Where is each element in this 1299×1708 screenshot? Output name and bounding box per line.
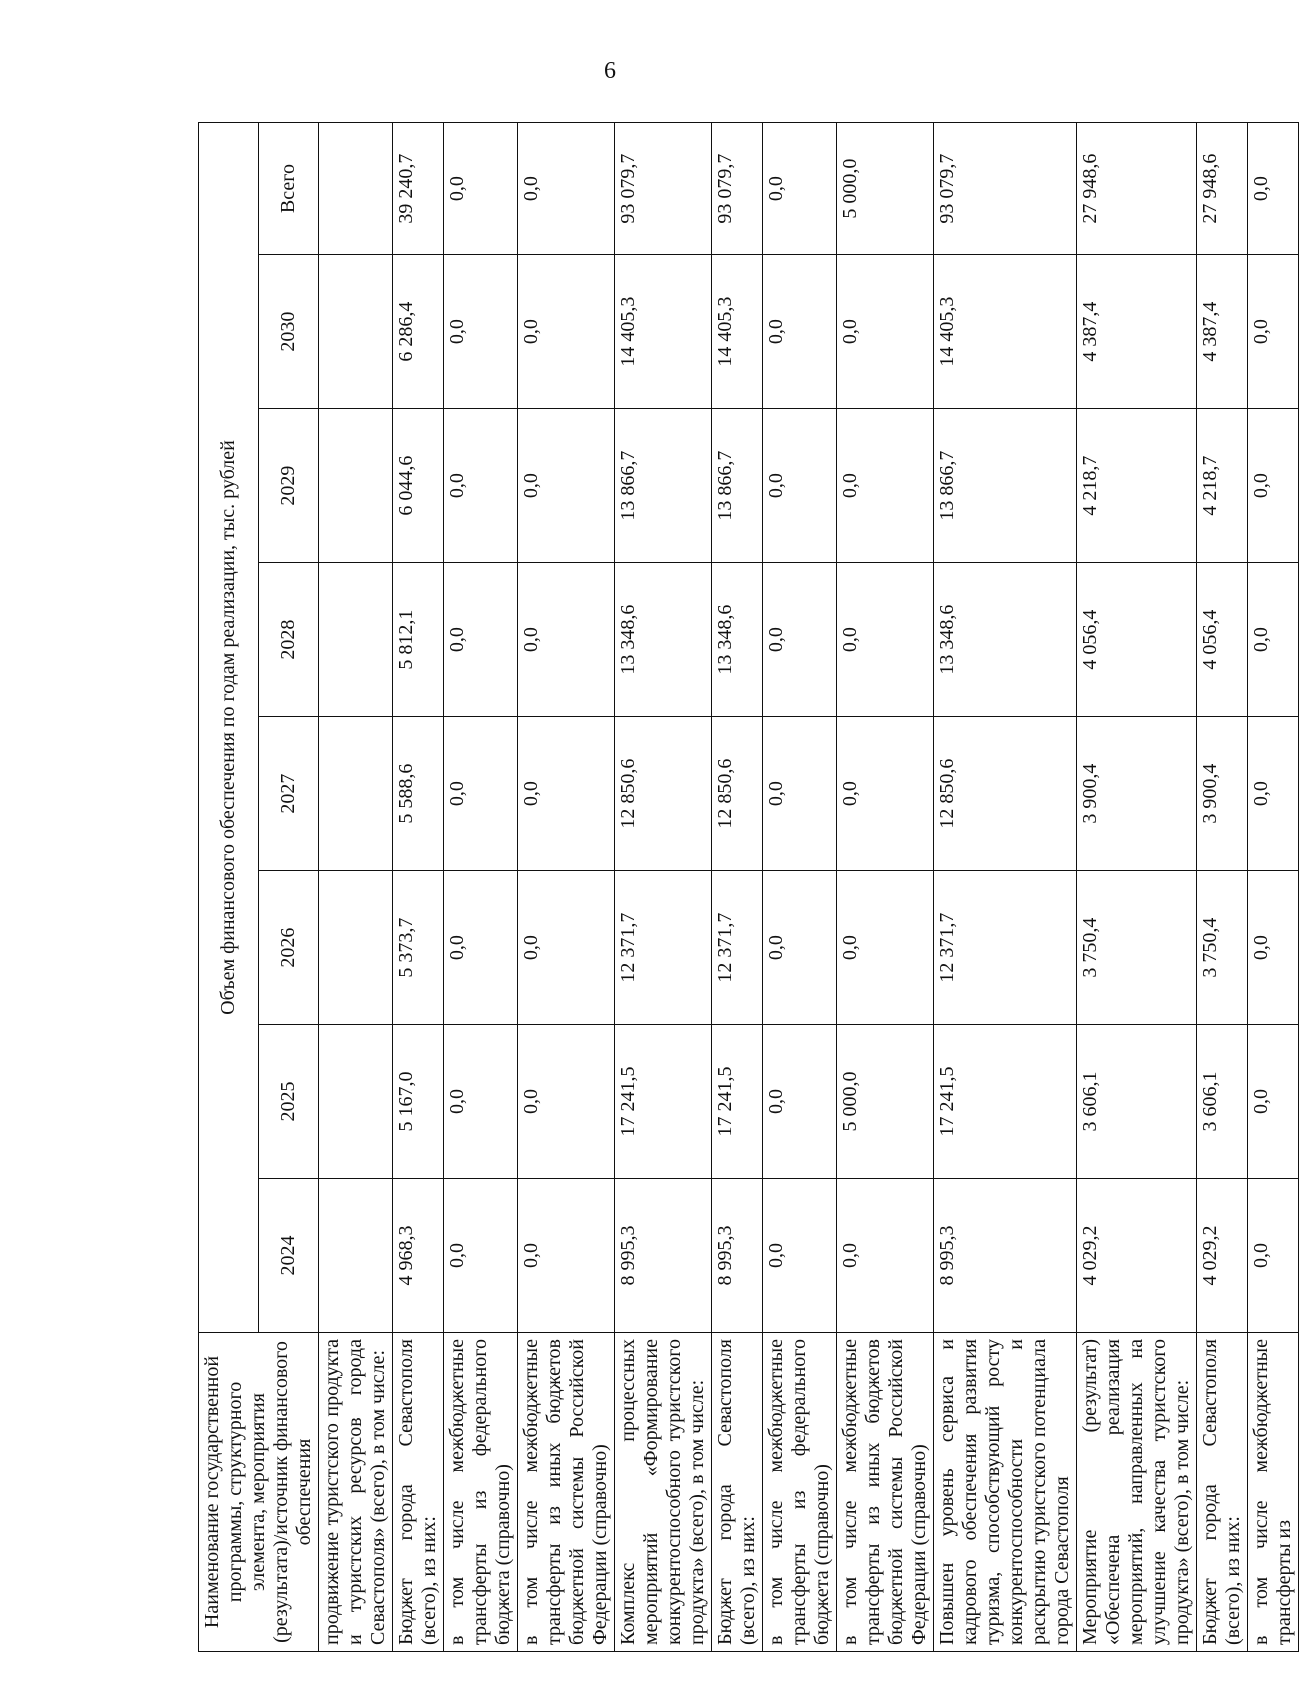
row-value: [319, 1025, 393, 1179]
row-value: [319, 871, 393, 1025]
row-value: 12 371,7: [615, 871, 712, 1025]
row-value: 0,0: [518, 255, 615, 409]
row-value: 6 044,6: [393, 409, 444, 563]
row-value: 4 387,4: [1197, 255, 1248, 409]
row-value: 0,0: [444, 871, 518, 1025]
row-value: 0,0: [1248, 1025, 1299, 1179]
table-row: [1077, 123, 1197, 1652]
row-value: 0,0: [763, 123, 837, 255]
rotated-table-wrapper: [198, 122, 1295, 1652]
header-year: 2030: [259, 255, 319, 409]
row-value: 8 995,3: [934, 1179, 1077, 1333]
row-value: 93 079,7: [615, 123, 712, 255]
row-value: 0,0: [518, 1025, 615, 1179]
row-value: 4 029,2: [1077, 1179, 1197, 1333]
row-value: 13 348,6: [712, 563, 763, 717]
row-value: 3 606,1: [1077, 1025, 1197, 1179]
row-name: в том числе межбюджетные трансферты из иных бюджетов бюджетной системы Российской Федерации (справочно): [837, 1333, 934, 1652]
table-row: [615, 123, 712, 1652]
table-row: [444, 123, 518, 1652]
row-value: 0,0: [518, 871, 615, 1025]
row-value: 0,0: [518, 1179, 615, 1333]
header-volume: Объем финансового обеспечения по годам реализации, тыс. рублей: [199, 123, 259, 1333]
table-row: [393, 123, 444, 1652]
row-value: 0,0: [444, 1025, 518, 1179]
table-row: [934, 123, 1077, 1652]
row-value: 0,0: [1248, 123, 1299, 255]
row-value: 0,0: [1248, 409, 1299, 563]
row-value: 4 029,2: [1197, 1179, 1248, 1333]
row-value: 0,0: [763, 1025, 837, 1179]
row-value: 3 900,4: [1197, 717, 1248, 871]
row-value: 0,0: [518, 123, 615, 255]
header-name: Наименование государственной программы, структурного элемента, мероприятия (результата)/источник финансового обеспечения: [199, 1333, 319, 1652]
row-value: 12 371,7: [934, 871, 1077, 1025]
table-row: [518, 123, 615, 1652]
row-value: 0,0: [444, 563, 518, 717]
row-value: 12 850,6: [934, 717, 1077, 871]
row-value: 93 079,7: [712, 123, 763, 255]
row-value: 0,0: [444, 717, 518, 871]
row-value: 0,0: [444, 409, 518, 563]
header-year: 2028: [259, 563, 319, 717]
row-value: 13 348,6: [615, 563, 712, 717]
row-value: 0,0: [763, 1179, 837, 1333]
row-value: 0,0: [1248, 563, 1299, 717]
row-value: 0,0: [837, 563, 934, 717]
financing-table: [198, 122, 1299, 1652]
row-value: [319, 123, 393, 255]
table-row: [1248, 123, 1299, 1652]
row-name: Мероприятие (результат) «Обеспечена реализация мероприятий, направленных на улучшение качества туристского продукта» (всего), в том числе:: [1077, 1333, 1197, 1652]
row-value: [319, 409, 393, 563]
row-name: в том числе межбюджетные трансферты из: [1248, 1333, 1299, 1652]
row-value: 5 812,1: [393, 563, 444, 717]
row-value: 93 079,7: [934, 123, 1077, 255]
row-value: 0,0: [444, 255, 518, 409]
row-value: 0,0: [518, 563, 615, 717]
page-number: 6: [604, 58, 616, 84]
header-year: Всего: [259, 123, 319, 255]
table-row: [837, 123, 934, 1652]
row-value: [319, 255, 393, 409]
row-value: 8 995,3: [615, 1179, 712, 1333]
row-value: 4 056,4: [1077, 563, 1197, 717]
row-value: 0,0: [1248, 255, 1299, 409]
row-value: 5 000,0: [837, 123, 934, 255]
row-value: 17 241,5: [934, 1025, 1077, 1179]
row-value: 4 218,7: [1197, 409, 1248, 563]
row-value: 13 866,7: [712, 409, 763, 563]
row-value: 17 241,5: [615, 1025, 712, 1179]
header-year: 2025: [259, 1025, 319, 1179]
row-value: 14 405,3: [615, 255, 712, 409]
row-value: 17 241,5: [712, 1025, 763, 1179]
row-value: 12 371,7: [712, 871, 763, 1025]
row-name: в том числе межбюджетные трансферты из иных бюджетов бюджетной системы Российской Федерации (справочно): [518, 1333, 615, 1652]
row-value: 3 750,4: [1197, 871, 1248, 1025]
row-value: 0,0: [444, 123, 518, 255]
row-value: 0,0: [837, 871, 934, 1025]
row-value: 27 948,6: [1077, 123, 1197, 255]
table-row: [763, 123, 837, 1652]
table-body: [319, 123, 1299, 1652]
row-name: Бюджет города Севастополя (всего), из них:: [1197, 1333, 1248, 1652]
row-value: 0,0: [837, 717, 934, 871]
row-value: 3 750,4: [1077, 871, 1197, 1025]
row-value: 13 866,7: [934, 409, 1077, 563]
row-value: 0,0: [1248, 1179, 1299, 1333]
header-year: 2026: [259, 871, 319, 1025]
table-row: [1197, 123, 1248, 1652]
row-value: 4 968,3: [393, 1179, 444, 1333]
row-value: 0,0: [1248, 871, 1299, 1025]
row-value: 0,0: [763, 255, 837, 409]
header-row-1: [199, 123, 259, 1652]
row-value: 0,0: [1248, 717, 1299, 871]
header-year: 2029: [259, 409, 319, 563]
row-name: продвижение туристского продукта и туристских ресурсов города Севастополя» (всего), в том числе:: [319, 1333, 393, 1652]
row-value: 0,0: [837, 255, 934, 409]
row-value: 0,0: [763, 717, 837, 871]
row-name: Повышен уровень сервиса и кадрового обеспечения развития туризма, способствующий росту конкурентоспособности и раскрытию туристского потенциала города Севастополя: [934, 1333, 1077, 1652]
row-value: 4 387,4: [1077, 255, 1197, 409]
row-name: Бюджет города Севастополя (всего), из них:: [712, 1333, 763, 1652]
row-value: 13 348,6: [934, 563, 1077, 717]
row-value: 4 056,4: [1197, 563, 1248, 717]
row-value: [319, 563, 393, 717]
row-name: Бюджет города Севастополя (всего), из них:: [393, 1333, 444, 1652]
row-value: 12 850,6: [615, 717, 712, 871]
row-value: 5 000,0: [837, 1025, 934, 1179]
row-value: 27 948,6: [1197, 123, 1248, 255]
row-value: 5 167,0: [393, 1025, 444, 1179]
row-value: 13 866,7: [615, 409, 712, 563]
row-value: 14 405,3: [712, 255, 763, 409]
row-value: 6 286,4: [393, 255, 444, 409]
row-value: [319, 1179, 393, 1333]
row-value: [319, 717, 393, 871]
row-value: 5 373,7: [393, 871, 444, 1025]
row-name: Комплекс процессных мероприятий «Формирование конкурентоспособного туристского продукта» (всего), в том числе:: [615, 1333, 712, 1652]
row-value: 0,0: [518, 717, 615, 871]
row-value: 3 900,4: [1077, 717, 1197, 871]
row-value: 0,0: [837, 409, 934, 563]
row-value: 0,0: [763, 409, 837, 563]
row-name: в том числе межбюджетные трансферты из федерального бюджета (справочно): [444, 1333, 518, 1652]
row-name: в том числе межбюджетные трансферты из федерального бюджета (справочно): [763, 1333, 837, 1652]
row-value: 4 218,7: [1077, 409, 1197, 563]
row-value: 0,0: [763, 563, 837, 717]
row-value: 0,0: [444, 1179, 518, 1333]
row-value: 0,0: [763, 871, 837, 1025]
row-value: 0,0: [518, 409, 615, 563]
table-row: [319, 123, 393, 1652]
row-value: 12 850,6: [712, 717, 763, 871]
table-row: [712, 123, 763, 1652]
row-value: 3 606,1: [1197, 1025, 1248, 1179]
row-value: 14 405,3: [934, 255, 1077, 409]
row-value: 0,0: [837, 1179, 934, 1333]
row-value: 5 588,6: [393, 717, 444, 871]
header-year: 2027: [259, 717, 319, 871]
row-value: 8 995,3: [712, 1179, 763, 1333]
row-value: 39 240,7: [393, 123, 444, 255]
header-year: 2024: [259, 1179, 319, 1333]
